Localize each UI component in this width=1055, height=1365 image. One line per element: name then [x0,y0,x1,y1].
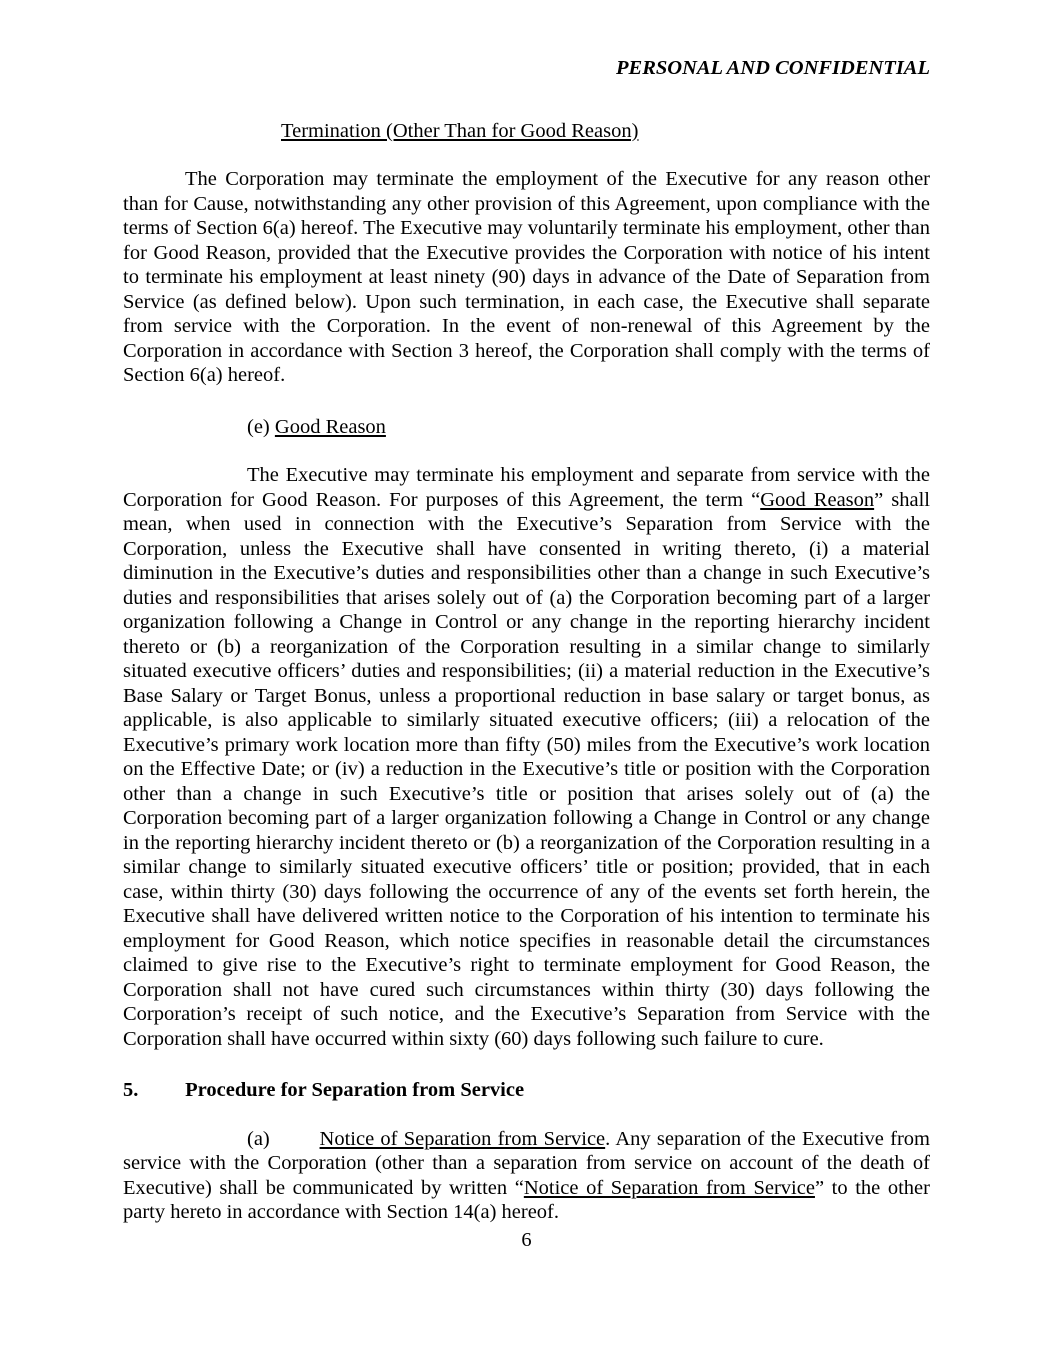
section-5-heading [123,1078,930,1103]
section-5-number: 5. [123,1079,139,1101]
notice-of-separation-paragraph: (a) Notice of Separation from Service. Any separation of the Executive from service with the Corporation (other than a separation from service on account of the death of Executive) shall be communicated by written “Notice of Separation from Service” to the other party hereto in accordance with Section 14(a) hereof. [123,1127,930,1223]
confidential-header: PERSONAL AND CONFIDENTIAL [616,57,930,79]
page-number: 6 [521,1228,532,1251]
good-reason-subheading: (e) Good Reason [247,415,386,438]
termination-heading [123,119,930,144]
section-5-title: Procedure for Separation from Service [185,1079,525,1101]
termination-paragraph: The Corporation may terminate the employment of the Executive for any reason other than for Cause, notwithstanding any other provision of this Agreement, upon compliance with the terms of Section 6(a) hereof. The Executive may voluntarily terminate his employment, other than for Good Reason, provided that the Executive provides the Corporation with notice of his intent to terminate his employment at least ninety (90) days in advance of the Date of Separation from Service (as defined below). Upon such termination, in each case, the Executive shall separate from service with the Corporation. In the event of non-renewal of this Agreement by the Corporation in accordance with Section 3 hereof, the Corporation shall comply with the terms of Section 6(a) hereof. [123,168,930,386]
termination-heading-text: Termination (Other Than for Good Reason) [281,119,639,142]
good-reason-paragraph: The Executive may terminate his employment and separate from service with the Corporation for Good Reason. For purposes of this Agreement, the term “Good Reason” shall mean, when used in connection with the Executive’s Separation from Service with the Corporation, unless the Executive shall have consented in writing thereto, (i) a material diminution in the Executive’s duties and responsibilities other than a change in such Executive’s duties and responsibilities that arises solely out of (a) the Corporation becoming part of a larger organization following a Change in Control or any change in the reporting hierarchy incident thereto or (b) a reorganization of the Corporation resulting in a similar change to similarly situated executive officers’ duties and responsibilities; (ii) a material reduction in the Executive’s Base Salary or Target Bonus, unless a proportional reduction in base salary or target bonus, as applicable, is also applicable to similarly situated executive officers; (iii) a relocation of the Executive’s primary work location more than fifty (50) miles from the Executive’s work location on the Effective Date; or (iv) a reduction in the Executive’s title or position with the Corporation other than a change in such Executive’s title or position that arises solely out of (a) the Corporation becoming part of a larger organization following a Change in Control or any change in the reporting hierarchy incident thereto or (b) a reorganization of the Corporation resulting in a similar change to similarly situated executive officers’ title or position; provided, that in each case, within thirty (30) days following the occurrence of any of the events set forth herein, the Executive shall have delivered written notice to the Corporation of his intention to terminate his employment for Good Reason, which notice specifies in reasonable detail the circumstances claimed to give rise to the Executive’s right to terminate employment for Good Reason, the Corporation shall not have cured such circumstances within thirty (30) days following the Corporation’s receipt of such notice, and the Executive’s Separation from Service with the Corporation shall have occurred within sixty (60) days following such failure to cure. [123,464,930,1050]
